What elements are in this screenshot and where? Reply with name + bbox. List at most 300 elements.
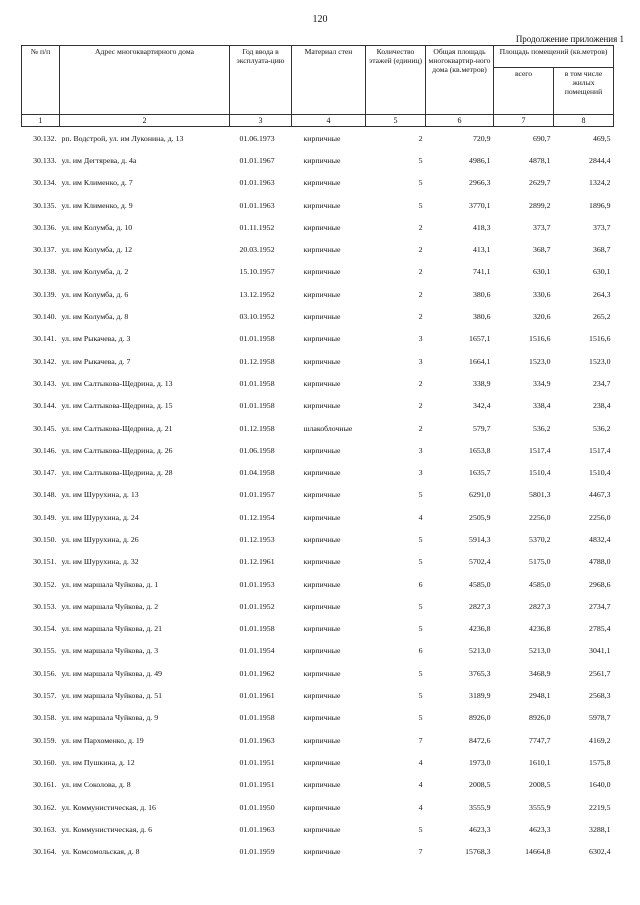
floors-cell: 5 [418, 534, 423, 544]
total-area-cell: 4623,3 [469, 824, 491, 834]
living-area-cell: 4467,3 [589, 490, 611, 500]
address-cell: ул. им Клименко, д. 7 [61, 178, 133, 188]
year-cell: 15.10.1957 [239, 267, 275, 277]
floors-cell: 4 [418, 802, 423, 812]
table-row [22, 684, 614, 706]
year-cell: 01.06.1973 [239, 133, 275, 143]
year-cell: 01.01.1951 [239, 780, 275, 790]
total-area-cell: 1653,8 [469, 445, 491, 455]
premises-area-cell: 330,6 [532, 289, 551, 299]
column-number: 1 [22, 115, 60, 127]
floors-cell: 5 [418, 601, 423, 611]
table-row [22, 395, 614, 417]
total-area-cell: 380,6 [472, 312, 491, 322]
table-row [22, 328, 614, 350]
year-cell: 01.01.1952 [239, 601, 275, 611]
premises-area-cell: 630,1 [532, 267, 551, 277]
floors-cell: 4 [418, 757, 423, 767]
row-number: 30.143. [33, 378, 57, 388]
premises-area-cell: 368,7 [532, 245, 551, 255]
housing-table [21, 45, 614, 863]
address-cell: ул. им Соколова, д. 8 [61, 780, 131, 790]
total-area-cell: 6291,0 [469, 490, 491, 500]
table-row [22, 528, 614, 550]
material-cell: кирпичные [303, 200, 341, 210]
material-cell: кирпичные [303, 155, 341, 165]
table-row [22, 707, 614, 729]
row-number: 30.163. [33, 824, 57, 834]
address-cell: ул. им Шурухина, д. 24 [61, 512, 139, 522]
row-number: 30.153. [33, 601, 57, 611]
table-row [22, 662, 614, 684]
material-cell: кирпичные [303, 401, 341, 411]
year-cell: 01.01.1954 [239, 646, 275, 656]
year-cell: 01.06.1958 [239, 445, 275, 455]
total-area-cell: 3555,9 [469, 802, 491, 812]
material-cell: кирпичные [303, 847, 341, 857]
material-cell: кирпичные [303, 378, 341, 388]
floors-cell: 2 [418, 222, 423, 232]
premises-area-cell: 4236,8 [529, 624, 551, 634]
header-address: Адрес многоквартирного дома [60, 46, 230, 115]
total-area-cell: 5914,3 [469, 534, 491, 544]
living-area-cell: 4832,4 [589, 534, 611, 544]
total-area-cell: 380,6 [472, 289, 491, 299]
address-cell: ул. им маршала Чуйкова, д. 3 [61, 646, 159, 656]
column-number: 3 [230, 115, 292, 127]
address-cell: ул. им Шурухина, д. 13 [61, 490, 139, 500]
total-area-cell: 1635,7 [469, 468, 491, 478]
total-area-cell: 3189,9 [469, 691, 491, 701]
living-area-cell: 536,2 [592, 423, 611, 433]
living-area-cell: 2785,4 [589, 624, 611, 634]
premises-area-cell: 320,6 [532, 312, 551, 322]
table-row [22, 729, 614, 751]
address-cell: ул. им маршала Чуйкова, д. 51 [61, 691, 163, 701]
table-row [22, 595, 614, 617]
premises-area-cell: 690,7 [532, 133, 551, 143]
year-cell: 01.01.1958 [239, 713, 275, 723]
year-cell: 01.01.1950 [239, 802, 275, 812]
material-cell: кирпичные [303, 646, 341, 656]
row-number: 30.132. [33, 133, 57, 143]
floors-cell: 5 [418, 713, 423, 723]
living-area-cell: 264,3 [592, 289, 611, 299]
floors-cell: 7 [418, 735, 423, 745]
floors-cell: 7 [418, 847, 423, 857]
header-material: Материал стен [292, 46, 366, 115]
premises-area-cell: 14664,8 [525, 847, 551, 857]
row-number: 30.147. [33, 468, 57, 478]
row-number: 30.144. [33, 401, 57, 411]
living-area-cell: 630,1 [592, 267, 611, 277]
address-cell: ул. Коммунистическая, д. 16 [61, 802, 156, 812]
living-area-cell: 5978,7 [589, 713, 611, 723]
premises-area-cell: 5370,2 [529, 534, 551, 544]
address-cell: ул. Коммунистическая, д. 6 [61, 824, 152, 834]
floors-cell: 3 [418, 468, 423, 478]
row-number: 30.161. [33, 780, 57, 790]
floors-cell: 2 [418, 401, 423, 411]
header-total-area: Общая площадь многоквартир-ного дома (кв.метров) [426, 46, 494, 115]
row-number: 30.141. [33, 334, 57, 344]
premises-area-cell: 3468,9 [529, 668, 551, 678]
table-row [22, 417, 614, 439]
address-cell: ул. им маршала Чуйкова, д. 9 [61, 713, 159, 723]
total-area-cell: 720,9 [472, 133, 491, 143]
material-cell: кирпичные [303, 312, 341, 322]
row-number: 30.146. [33, 445, 57, 455]
premises-area-cell: 2629,7 [529, 178, 551, 188]
living-area-cell: 2219,5 [589, 802, 611, 812]
column-number: 8 [554, 115, 614, 127]
premises-area-cell: 5801,3 [529, 490, 551, 500]
row-number: 30.145. [33, 423, 57, 433]
table-row [22, 796, 614, 818]
material-cell: кирпичные [303, 757, 341, 767]
floors-cell: 5 [418, 490, 423, 500]
page-number: 120 [312, 14, 328, 25]
living-area-cell: 234,7 [592, 378, 611, 388]
row-number: 30.160. [33, 757, 57, 767]
year-cell: 01.01.1962 [239, 668, 275, 678]
floors-cell: 5 [418, 155, 423, 165]
address-cell: ул. им Шурухина, д. 26 [61, 534, 139, 544]
table-row [22, 618, 614, 640]
material-cell: кирпичные [303, 579, 341, 589]
total-area-cell: 15768,3 [465, 847, 491, 857]
living-area-cell: 1640,0 [589, 780, 611, 790]
year-cell: 01.11.1952 [239, 222, 275, 232]
table-row [22, 372, 614, 394]
address-cell: ул. им маршала Чуйкова, д. 21 [61, 624, 163, 634]
header-premises-area: Площадь помещений (кв.метров) [494, 46, 614, 68]
table-row [22, 194, 614, 216]
address-cell: ул. им Рыкачева, д. 3 [61, 334, 131, 344]
total-area-cell: 2505,9 [469, 512, 491, 522]
floors-cell: 2 [418, 245, 423, 255]
total-area-cell: 741,1 [472, 267, 491, 277]
premises-area-cell: 1516,6 [529, 334, 551, 344]
row-number: 30.150. [33, 534, 57, 544]
table-row [22, 774, 614, 796]
address-cell: ул. им маршала Чуйкова, д. 1 [61, 579, 159, 589]
floors-cell: 2 [418, 423, 423, 433]
row-number: 30.162. [33, 802, 57, 812]
row-number: 30.142. [33, 356, 57, 366]
table-row [22, 350, 614, 372]
living-area-cell: 2561,7 [589, 668, 611, 678]
address-cell: ул. им Колумба, д. 8 [61, 312, 129, 322]
premises-area-cell: 8926,0 [529, 713, 551, 723]
address-cell: рп. Водстрой, ул. им Луконина, д. 13 [61, 133, 184, 143]
floors-cell: 6 [418, 646, 423, 656]
material-cell: шлакоблочные [303, 423, 353, 433]
premises-area-cell: 1523,0 [529, 356, 551, 366]
address-cell: ул. им Колумба, д. 2 [61, 267, 129, 277]
living-area-cell: 4169,2 [589, 735, 611, 745]
premises-area-cell: 3555,9 [529, 802, 551, 812]
premises-area-cell: 1510,4 [529, 468, 551, 478]
table-row [22, 506, 614, 528]
material-cell: кирпичные [303, 557, 341, 567]
address-cell: ул. им Дегтярева, д. 4а [61, 155, 137, 165]
address-cell: ул. им Рыкачева, д. 7 [61, 356, 131, 366]
row-number: 30.136. [33, 222, 57, 232]
material-cell: кирпичные [303, 534, 341, 544]
living-area-cell: 1324,2 [589, 178, 611, 188]
header-floors: Количество этажей (единиц) [366, 46, 426, 115]
header-year: Год ввода в эксплуата-цию [230, 46, 292, 115]
year-cell: 01.01.1963 [239, 200, 275, 210]
floors-cell: 2 [418, 378, 423, 388]
material-cell: кирпичные [303, 490, 341, 500]
total-area-cell: 2966,3 [469, 178, 491, 188]
row-number: 30.151. [33, 557, 57, 567]
table-row [22, 640, 614, 662]
year-cell: 01.12.1954 [239, 512, 275, 522]
floors-cell: 2 [418, 289, 423, 299]
row-number: 30.152. [33, 579, 57, 589]
address-cell: ул. им Салтыкова-Щедрина, д. 15 [61, 401, 173, 411]
material-cell: кирпичные [303, 133, 341, 143]
material-cell: кирпичные [303, 222, 341, 232]
total-area-cell: 8472,6 [469, 735, 491, 745]
table-row [22, 305, 614, 327]
living-area-cell: 2256,0 [589, 512, 611, 522]
material-cell: кирпичные [303, 356, 341, 366]
address-cell: ул. им Клименко, д. 9 [61, 200, 133, 210]
row-number: 30.164. [33, 847, 57, 857]
premises-area-cell: 4878,1 [529, 155, 551, 165]
total-area-cell: 1657,1 [469, 334, 491, 344]
column-number: 7 [494, 115, 554, 127]
year-cell: 13.12.1952 [239, 289, 275, 299]
table-row [22, 751, 614, 773]
living-area-cell: 1510,4 [589, 468, 611, 478]
floors-cell: 4 [418, 780, 423, 790]
floors-cell: 5 [418, 200, 423, 210]
total-area-cell: 2827,3 [469, 601, 491, 611]
living-area-cell: 238,4 [592, 401, 611, 411]
floors-cell: 5 [418, 624, 423, 634]
total-area-cell: 4585,0 [469, 579, 491, 589]
living-area-cell: 6302,4 [589, 847, 611, 857]
column-number: 5 [366, 115, 426, 127]
material-cell: кирпичные [303, 512, 341, 522]
premises-area-cell: 5175,0 [529, 557, 551, 567]
floors-cell: 5 [418, 668, 423, 678]
column-number: 2 [60, 115, 230, 127]
living-area-cell: 373,7 [592, 222, 611, 232]
column-number: 6 [426, 115, 494, 127]
table-row [22, 149, 614, 171]
year-cell: 20.03.1952 [239, 245, 275, 255]
premises-area-cell: 2256,0 [529, 512, 551, 522]
premises-area-cell: 2008,5 [529, 780, 551, 790]
year-cell: 01.01.1958 [239, 401, 275, 411]
total-area-cell: 338,9 [472, 378, 491, 388]
floors-cell: 5 [418, 824, 423, 834]
table-row [22, 818, 614, 840]
row-number: 30.140. [33, 312, 57, 322]
material-cell: кирпичные [303, 601, 341, 611]
table-row [22, 461, 614, 483]
floors-cell: 5 [418, 178, 423, 188]
address-cell: ул. им Салтыкова-Щедрина, д. 28 [61, 468, 173, 478]
year-cell: 01.01.1958 [239, 378, 275, 388]
address-cell: ул. им маршала Чуйкова, д. 2 [61, 601, 159, 611]
year-cell: 01.01.1958 [239, 624, 275, 634]
living-area-cell: 2844,4 [589, 155, 611, 165]
material-cell: кирпичные [303, 691, 341, 701]
floors-cell: 4 [418, 512, 423, 522]
premises-area-cell: 1610,1 [529, 757, 551, 767]
row-number: 30.159. [33, 735, 57, 745]
column-number-row [22, 115, 614, 127]
floors-cell: 2 [418, 267, 423, 277]
premises-area-cell: 536,2 [532, 423, 551, 433]
material-cell: кирпичные [303, 445, 341, 455]
continuation-note: Продолжение приложения 1 [515, 34, 624, 44]
table-row [22, 172, 614, 194]
year-cell: 01.01.1958 [239, 334, 275, 344]
row-number: 30.134. [33, 178, 57, 188]
premises-area-cell: 2827,3 [529, 601, 551, 611]
floors-cell: 3 [418, 334, 423, 344]
row-number: 30.135. [33, 200, 57, 210]
row-number: 30.139. [33, 289, 57, 299]
address-cell: ул. им Салтыкова-Щедрина, д. 13 [61, 378, 173, 388]
living-area-cell: 4788,0 [589, 557, 611, 567]
premises-area-cell: 2899,2 [529, 200, 551, 210]
material-cell: кирпичные [303, 178, 341, 188]
premises-area-cell: 1517,4 [529, 445, 551, 455]
total-area-cell: 4236,8 [469, 624, 491, 634]
header-no: № п/п [22, 46, 60, 115]
living-area-cell: 265,2 [592, 312, 611, 322]
material-cell: кирпичные [303, 334, 341, 344]
row-number: 30.133. [33, 155, 57, 165]
premises-area-cell: 373,7 [532, 222, 551, 232]
table-row [22, 283, 614, 305]
living-area-cell: 3041,1 [589, 646, 611, 656]
row-number: 30.148. [33, 490, 57, 500]
total-area-cell: 5702,4 [469, 557, 491, 567]
column-number: 4 [292, 115, 366, 127]
total-area-cell: 4986,1 [469, 155, 491, 165]
total-area-cell: 342,4 [472, 401, 491, 411]
material-cell: кирпичные [303, 802, 341, 812]
address-cell: ул. им Колумба, д. 10 [61, 222, 133, 232]
living-area-cell: 2568,3 [589, 691, 611, 701]
material-cell: кирпичные [303, 289, 341, 299]
year-cell: 01.12.1958 [239, 423, 275, 433]
floors-cell: 5 [418, 691, 423, 701]
row-number: 30.155. [33, 646, 57, 656]
header-premises-living: в том числе жилых помещений [554, 68, 614, 115]
year-cell: 01.12.1961 [239, 557, 275, 567]
row-number: 30.137. [33, 245, 57, 255]
premises-area-cell: 334,9 [532, 378, 551, 388]
living-area-cell: 2968,6 [589, 579, 611, 589]
table-row [22, 127, 614, 150]
table-body [22, 127, 614, 863]
year-cell: 01.12.1953 [239, 534, 275, 544]
address-cell: ул. им Шурухина, д. 32 [61, 557, 139, 567]
material-cell: кирпичные [303, 713, 341, 723]
living-area-cell: 2734,7 [589, 601, 611, 611]
floors-cell: 2 [418, 133, 423, 143]
row-number: 30.138. [33, 267, 57, 277]
table-row [22, 841, 614, 863]
header-premises-total: всего [494, 68, 554, 115]
total-area-cell: 418,3 [472, 222, 491, 232]
premises-area-cell: 7747,7 [529, 735, 551, 745]
floors-cell: 3 [418, 356, 423, 366]
living-area-cell: 1516,6 [589, 334, 611, 344]
row-number: 30.149. [33, 512, 57, 522]
total-area-cell: 413,1 [472, 245, 491, 255]
table-row [22, 261, 614, 283]
year-cell: 01.01.1963 [239, 735, 275, 745]
material-cell: кирпичные [303, 735, 341, 745]
year-cell: 01.01.1967 [239, 155, 275, 165]
address-cell: ул. им Салтыкова-Щедрина, д. 26 [61, 445, 173, 455]
year-cell: 01.01.1963 [239, 178, 275, 188]
row-number: 30.158. [33, 713, 57, 723]
living-area-cell: 469,5 [592, 133, 611, 143]
row-number: 30.156. [33, 668, 57, 678]
living-area-cell: 1575,8 [589, 757, 611, 767]
living-area-cell: 368,7 [592, 245, 611, 255]
year-cell: 01.01.1953 [239, 579, 275, 589]
total-area-cell: 3765,3 [469, 668, 491, 678]
address-cell: ул. Комсомольская, д. 8 [61, 847, 140, 857]
living-area-cell: 1896,9 [589, 200, 611, 210]
material-cell: кирпичные [303, 780, 341, 790]
address-cell: ул. им маршала Чуйкова, д. 49 [61, 668, 163, 678]
premises-area-cell: 2948,1 [529, 691, 551, 701]
year-cell: 01.01.1959 [239, 847, 275, 857]
total-area-cell: 3770,1 [469, 200, 491, 210]
material-cell: кирпичные [303, 824, 341, 834]
address-cell: ул. им Колумба, д. 12 [61, 245, 133, 255]
total-area-cell: 1973,0 [469, 757, 491, 767]
living-area-cell: 1523,0 [589, 356, 611, 366]
floors-cell: 2 [418, 312, 423, 322]
year-cell: 01.04.1958 [239, 468, 275, 478]
year-cell: 01.01.1963 [239, 824, 275, 834]
address-cell: ул. им Пархоменко, д. 19 [61, 735, 144, 745]
year-cell: 01.12.1958 [239, 356, 275, 366]
table-row [22, 551, 614, 573]
year-cell: 01.01.1951 [239, 757, 275, 767]
living-area-cell: 3288,1 [589, 824, 611, 834]
material-cell: кирпичные [303, 245, 341, 255]
table-row [22, 439, 614, 461]
address-cell: ул. им Пушкина, д. 12 [61, 757, 135, 767]
year-cell: 03.10.1952 [239, 312, 275, 322]
material-cell: кирпичные [303, 468, 341, 478]
floors-cell: 5 [418, 557, 423, 567]
year-cell: 01.01.1957 [239, 490, 275, 500]
year-cell: 01.01.1961 [239, 691, 275, 701]
material-cell: кирпичные [303, 668, 341, 678]
total-area-cell: 5213,0 [469, 646, 491, 656]
premises-area-cell: 338,4 [532, 401, 551, 411]
address-cell: ул. им Колумба, д. 6 [61, 289, 129, 299]
